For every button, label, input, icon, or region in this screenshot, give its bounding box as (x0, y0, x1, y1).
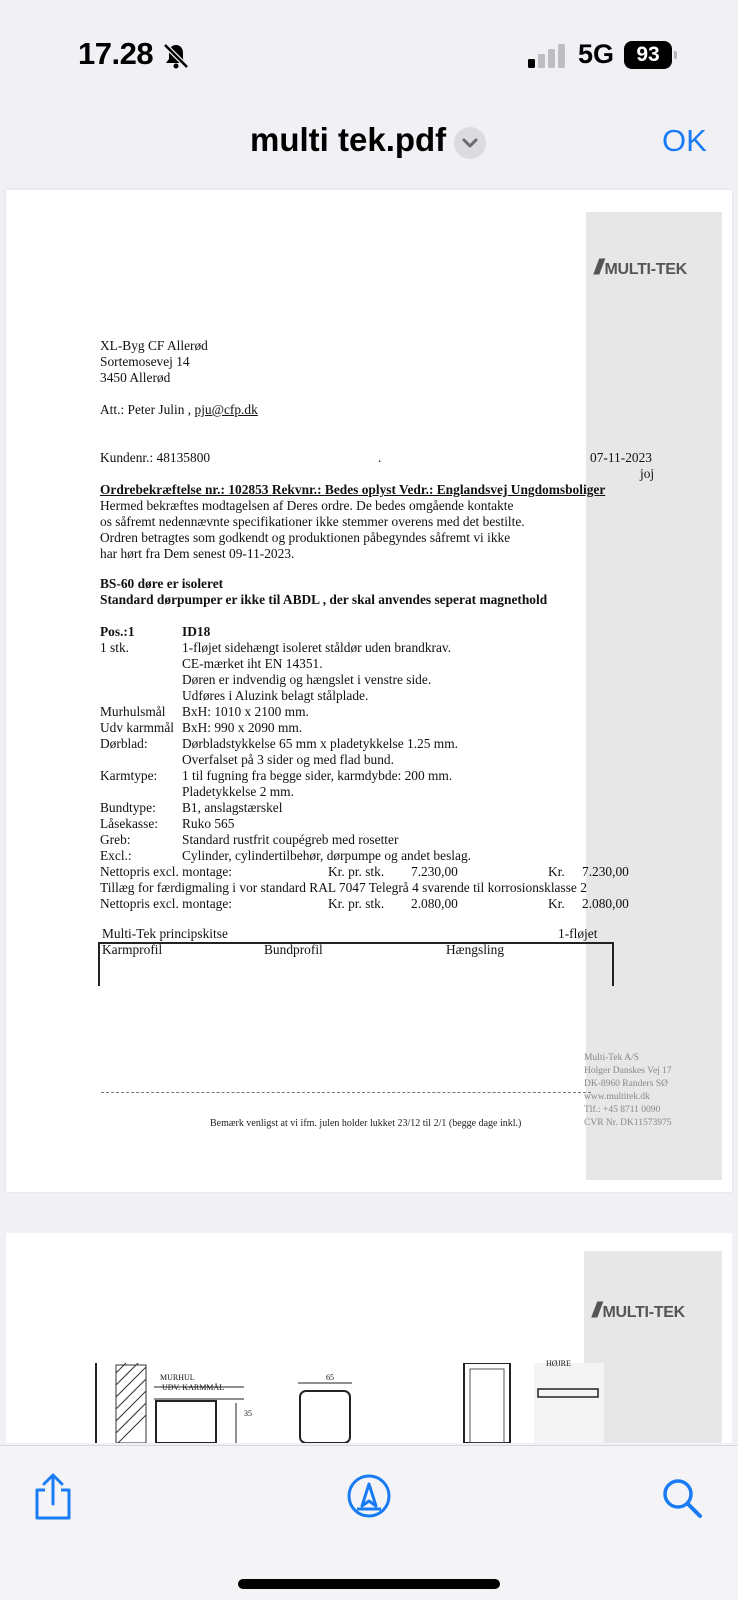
address-line: 3450 Allerød (100, 370, 171, 385)
spec-label: Greb: (100, 832, 131, 847)
company-logo: /// MULTI-TEK (592, 1299, 685, 1322)
price-total: 7.230,00 (582, 864, 629, 879)
sketch-top-rule (98, 942, 614, 944)
status-bar (0, 0, 738, 100)
spec-label: Bundtype: (100, 800, 156, 815)
initials: joj (640, 466, 655, 481)
recipient-address (100, 338, 208, 386)
position-label: Pos.:1 (100, 624, 135, 639)
drawing-label-35: 35 (244, 1409, 252, 1418)
search-icon[interactable] (660, 1474, 704, 1522)
silent-bell-icon (162, 42, 190, 70)
drawing-label-karmmal: UDV. KARMMÅL (162, 1383, 225, 1392)
separator-dot: . (378, 450, 382, 465)
sketch-col-frame: Karmprofil (102, 942, 163, 957)
logo-mark-icon: /// (592, 1299, 598, 1322)
email-link[interactable]: pju@cfp.dk (194, 402, 258, 417)
holiday-note: Bemærk venligst at vi ifm. julen holder lukket 23/12 til 2/1 (begge dage inkl.) (210, 1118, 522, 1129)
spec-value: Overfalset på 3 sider og med flad bund. (182, 752, 394, 767)
bottom-toolbar (0, 1445, 738, 1600)
footer-divider (101, 1092, 591, 1093)
note-door-closers: Standard dørpumper er ikke til ABDL , der skal anvendes seperat magnethold (100, 592, 548, 607)
spec-label: Excl.: (100, 848, 132, 863)
spec-value: 1 til fugning fra begge sider, karmdybde: 200 mm. (182, 768, 453, 783)
sketch-type: 1-fløjet (558, 926, 598, 941)
company-logo: /// MULTI-TEK (594, 256, 687, 279)
document-date: 07-11-2023 (590, 450, 652, 465)
customer-number: Kundenr.: 48135800 (100, 450, 211, 465)
pdf-page-2[interactable] (6, 1233, 732, 1443)
spec-label: Låsekasse: (100, 816, 159, 831)
spec-value: Cylinder, cylindertilbehør, dørpumpe og andet beslag. (182, 848, 471, 863)
sketch-col-bottom: Bundprofil (264, 942, 323, 957)
logo-mark-icon: /// (594, 256, 600, 279)
principle-sketch-box (98, 942, 614, 986)
price-currency: Kr. (548, 864, 565, 879)
clock: 17.28 (78, 36, 154, 71)
spec-label: Dørblad: (100, 736, 148, 751)
item-description: 1-fløjet sidehængt isoleret ståldør uden brandkrav. CE-mærket iht EN 14351. Døren er indvendig og hængslet i venstre side. Udføres i Aluzink belagt stålplade. (182, 640, 452, 703)
spec-value: Ruko 565 (182, 816, 235, 831)
spec-label: Udv karmmål (100, 720, 175, 735)
surcharge-text: Tillæg for færdigmaling i vor standard RAL 7047 Telegrå 4 svarende til korrosionsklasse 2 (100, 880, 587, 895)
drawing-label-65: 65 (326, 1373, 334, 1382)
quantity: 1 stk. (100, 640, 130, 655)
spec-value: Standard rustfrit coupégreb med rosetter (182, 832, 399, 847)
share-icon[interactable] (31, 1472, 75, 1520)
drawing-label-hojre: HØJRE (546, 1359, 571, 1368)
sketch-col-hinge: Hængsling (446, 942, 505, 957)
price-label: Nettopris excl. montage: (100, 896, 233, 911)
address-line: XL-Byg CF Allerød (100, 338, 208, 353)
ok-button[interactable]: OK (662, 123, 707, 158)
chevron-down-icon[interactable] (454, 127, 486, 159)
price-label: Nettopris excl. montage: (100, 864, 233, 879)
footer-company: Multi-Tek A/S Holger Danskes Vej 17 DK-8960 Randers SØ www.multitek.dk Tlf.: +45 8711 0090 CVR Nr. DK11573975 (584, 1053, 672, 1128)
sketch-title: Multi-Tek principskitse (102, 926, 228, 941)
price-unit: Kr. pr. stk. (328, 864, 385, 879)
position-code: ID18 (182, 624, 211, 639)
spec-label: Karmtype: (100, 768, 158, 783)
price-amount: 7.230,00 (411, 864, 458, 879)
address-line: Sortemosevej 14 (100, 354, 190, 369)
spec-value: B1, anslagstærskel (182, 800, 283, 815)
letterhead-stripe (586, 212, 722, 1180)
document-title[interactable]: multi tek.pdf (250, 121, 447, 158)
spec-value: BxH: 990 x 2090 mm. (182, 720, 303, 735)
intro-text: Hermed bekræftes modtagelsen af Deres ordre. De bedes omgående kontakte os såfremt nedennævnte specifikationer ikke stemmer overens med det bestilte. Ordren betragtes som godkendt og produktionen påbegyndes såfremt vi ikke har hørt fra Dem senest 09-11-2023. (100, 498, 525, 561)
spec-value: Pladetykkelse 2 mm. (182, 784, 294, 799)
battery-indicator: 93 (624, 41, 672, 69)
price-unit: Kr. pr. stk. (328, 896, 385, 911)
pdf-page-1[interactable] (6, 190, 732, 1192)
markup-icon[interactable] (345, 1472, 393, 1520)
spec-value: Dørbladstykkelse 65 mm x pladetykkelse 1.25 mm. (182, 736, 458, 751)
note-insulated: BS-60 døre er isoleret (100, 576, 224, 591)
home-indicator[interactable] (238, 1579, 500, 1589)
network-type: 5G (578, 39, 615, 69)
price-amount: 2.080,00 (411, 896, 458, 911)
price-currency: Kr. (548, 896, 565, 911)
spec-value: BxH: 1010 x 2100 mm. (182, 704, 309, 719)
drawing-label-murhul: MURHUL (160, 1373, 195, 1382)
signal-icon (528, 44, 568, 68)
battery-cap (674, 51, 677, 59)
order-heading: Ordrebekræftelse nr.: 102853 Rekvnr.: Bedes oplyst Vedr.: Englandsvej Ungdomsboliger (100, 482, 606, 497)
spec-label: Murhulsmål (100, 704, 166, 719)
price-total: 2.080,00 (582, 896, 629, 911)
attention-line: Att.: Peter Julin , pju@cfp.dk (100, 402, 258, 417)
